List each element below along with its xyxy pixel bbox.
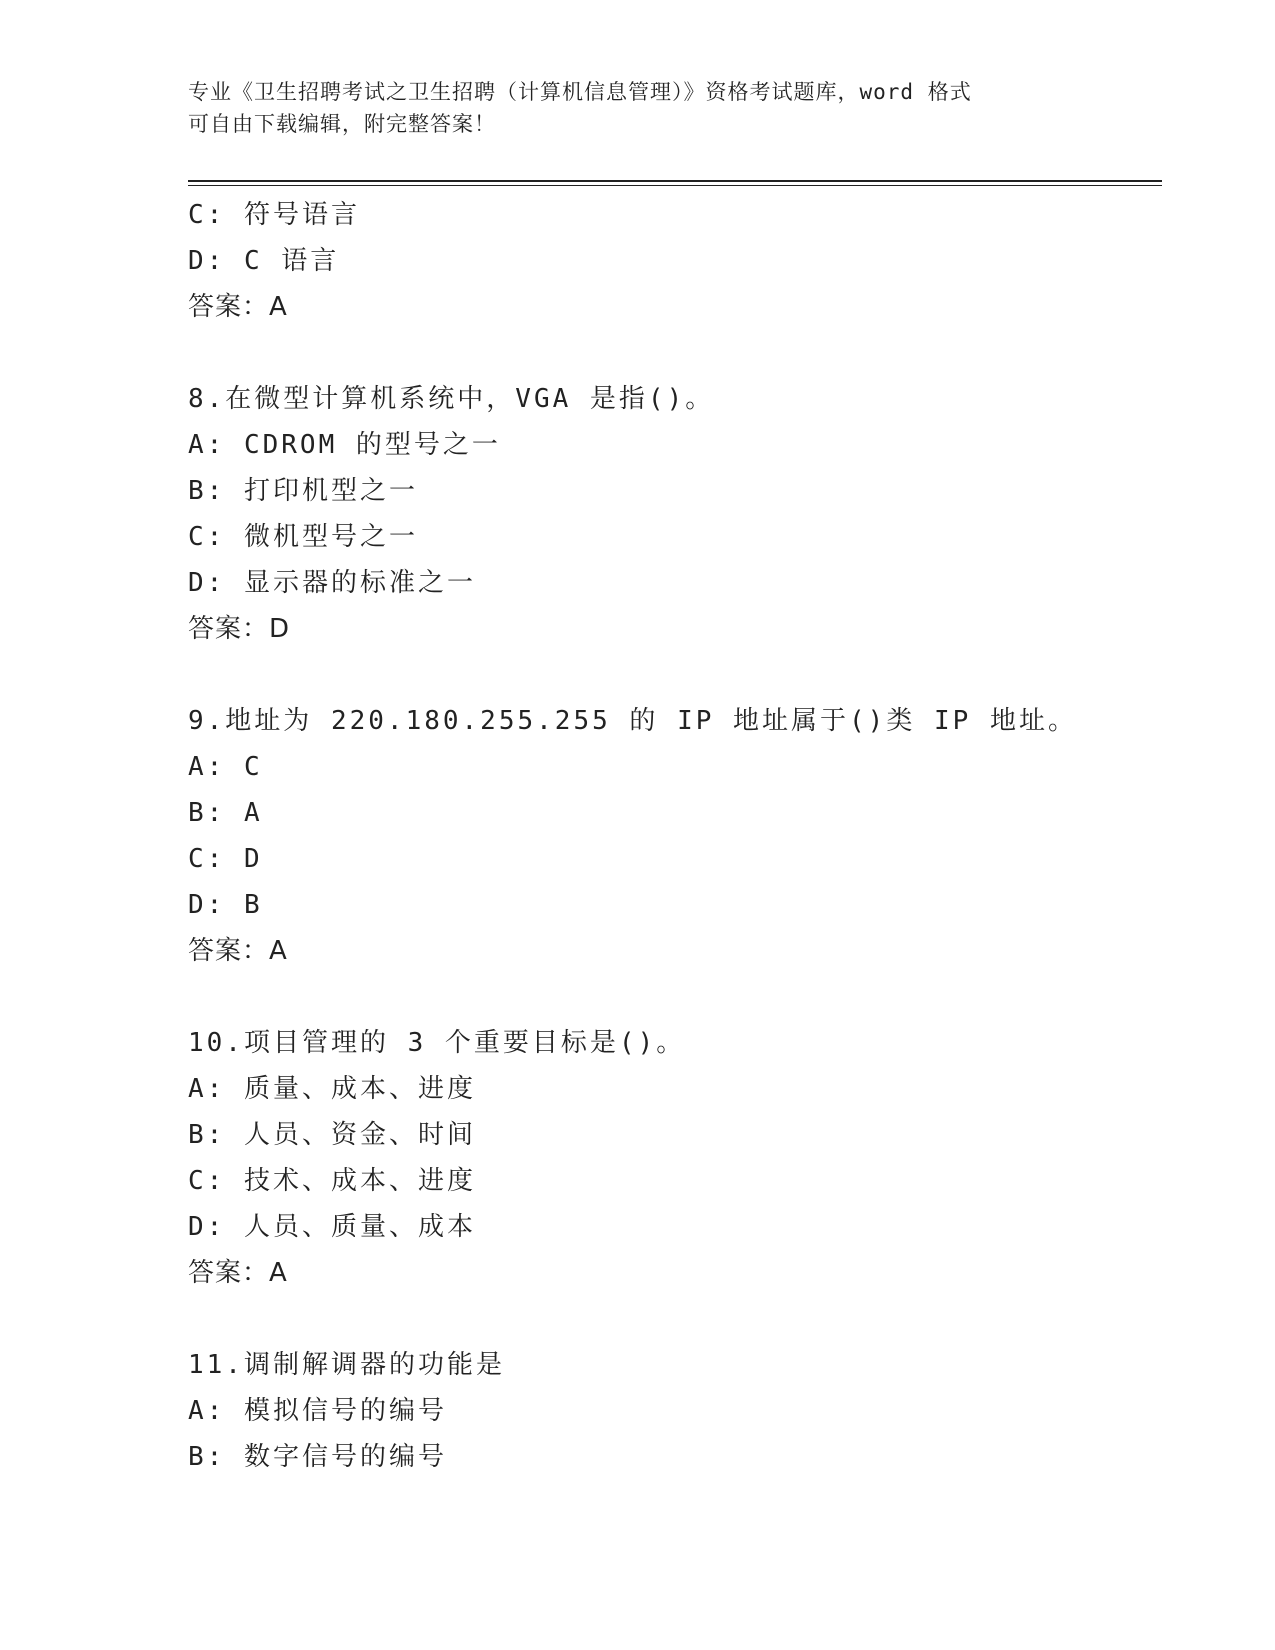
option-c: C: 符号语言: [188, 200, 360, 230]
option-b: B: 人员、资金、时间: [188, 1120, 476, 1150]
option-a: A: 质量、成本、进度: [188, 1074, 476, 1104]
option-a: A: CDROM 的型号之一: [188, 430, 501, 460]
question-stem: 10.项目管理的 3 个重要目标是()。: [188, 1028, 686, 1058]
option-c: C: 技术、成本、进度: [188, 1166, 476, 1196]
question-stem: 9.地址为 220.180.255.255 的 IP 地址属于()类 IP 地址。: [188, 706, 1077, 736]
spacer: [188, 652, 1148, 698]
question-9: [188, 698, 1148, 974]
option-b: B: 打印机型之一: [188, 476, 418, 506]
question-11: [188, 1342, 1148, 1480]
option-b: B: 数字信号的编号: [188, 1442, 447, 1472]
question-list: [188, 192, 1148, 1480]
question-stem: 8.在微型计算机系统中，VGA 是指()。: [188, 384, 715, 414]
header-line-2: 可自由下载编辑，附完整答案！: [188, 112, 496, 136]
option-b: B: A: [188, 798, 263, 828]
option-a: A: C: [188, 752, 263, 782]
document-header: [188, 76, 1068, 140]
option-d: D: B: [188, 890, 263, 920]
answer: 答案：A: [188, 1258, 288, 1288]
question-8: [188, 376, 1148, 652]
option-c: C: 微机型号之一: [188, 522, 418, 552]
spacer: [188, 330, 1148, 376]
question-10: [188, 1020, 1148, 1296]
answer: 答案：D: [188, 614, 291, 644]
option-a: A: 模拟信号的编号: [188, 1396, 447, 1426]
option-d: D: 显示器的标准之一: [188, 568, 476, 598]
question-7-partial: [188, 192, 1148, 330]
header-line-1: 专业《卫生招聘考试之卫生招聘（计算机信息管理）》资格考试题库，word 格式: [188, 80, 972, 104]
option-d: D: C 语言: [188, 246, 340, 276]
answer: 答案：A: [188, 292, 288, 322]
spacer: [188, 974, 1148, 1020]
spacer: [188, 1296, 1148, 1342]
question-stem: 11.调制解调器的功能是: [188, 1350, 505, 1380]
answer: 答案：A: [188, 936, 288, 966]
header-divider: [188, 180, 1162, 186]
option-d: D: 人员、质量、成本: [188, 1212, 476, 1242]
option-c: C: D: [188, 844, 263, 874]
